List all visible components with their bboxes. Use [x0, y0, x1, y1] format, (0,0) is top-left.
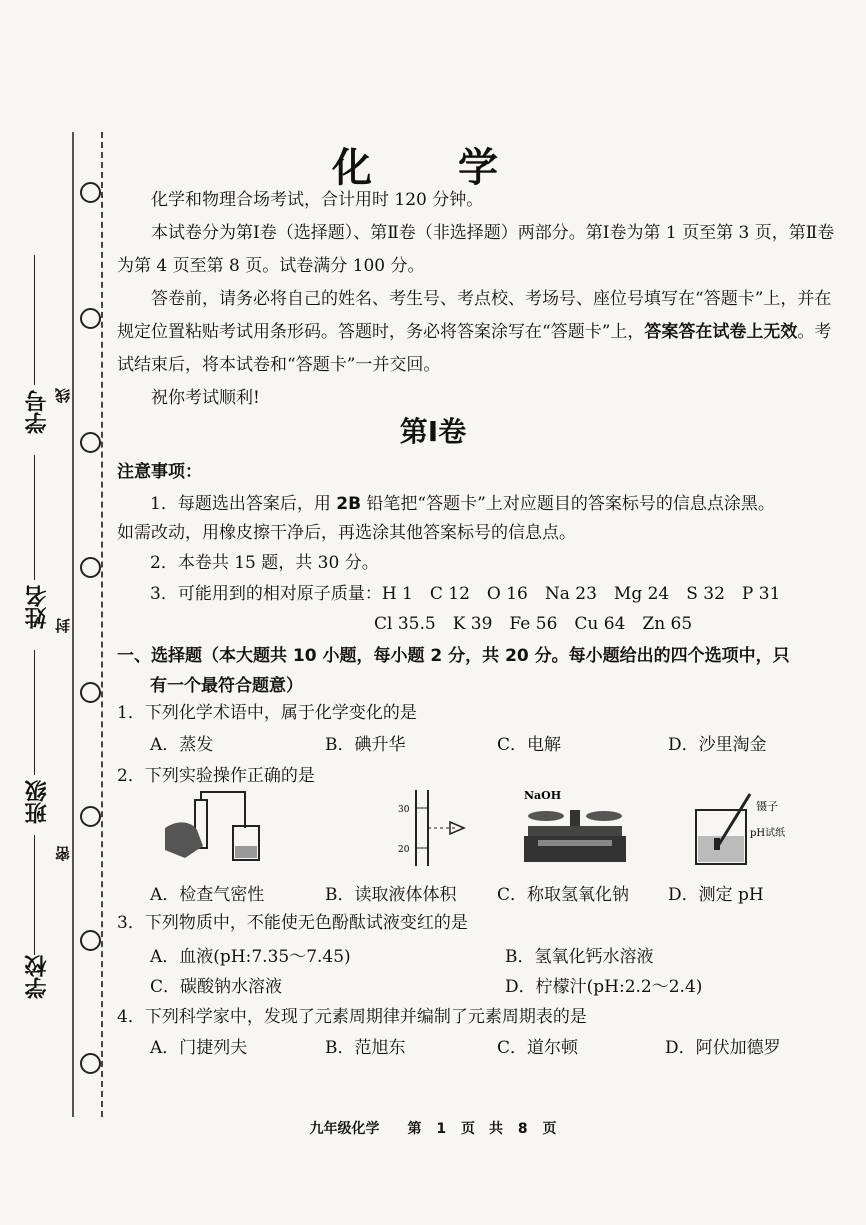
diagram-reading-volume — [388, 788, 478, 868]
q2-option-c: C．称取氢氧化钠 — [497, 885, 630, 905]
intro-p3b: 答案答在试卷上无效 — [644, 322, 798, 342]
part1-heading: 一、选择题（本大题共 10 小题，每小题 2 分，共 20 分。每小题给出的四个选项中，只 — [117, 646, 790, 666]
seal-mi: 密 — [54, 846, 72, 861]
diagram-airtightness — [155, 788, 275, 868]
binding-dash-line — [101, 132, 103, 1117]
fill-line — [34, 255, 35, 385]
diagram-measuring-ph — [690, 788, 800, 868]
binding-hole — [80, 308, 101, 329]
seal-feng: 封 — [54, 618, 72, 633]
tick-30: 30 — [398, 805, 410, 815]
binding-hole — [80, 682, 101, 703]
question-4: 4．下列科学家中，发现了元素周期律并编制了元素周期表的是 — [117, 1007, 587, 1027]
binding-hole — [80, 806, 101, 827]
section-title: 第Ⅰ卷 — [399, 415, 467, 448]
q1-option-b: B．碘升华 — [325, 735, 406, 755]
notice-heading: 注意事项： — [117, 462, 202, 482]
label-class: 班级 — [25, 780, 50, 824]
fill-line — [34, 835, 35, 955]
binding-hole — [80, 557, 101, 578]
notice-3-cont: Cl 35.5 K 39 Fe 56 Cu 64 Zn 65 — [374, 614, 693, 634]
q4-option-c: C．道尔顿 — [497, 1038, 579, 1058]
q2-option-a: A．检查气密性 — [150, 885, 265, 905]
intro-p3c: 。考试结束后，将本试卷和“答题卡”一并交回。 — [117, 322, 832, 375]
q1-option-c: C．电解 — [497, 735, 562, 755]
q4-option-a: A．门捷列夫 — [150, 1038, 248, 1058]
notice-2: 2．本卷共 15 题，共 30 分。 — [150, 553, 379, 573]
intro-p1: 化学和物理合场考试，合计用时 120 分钟。 — [151, 190, 484, 210]
q4-option-b: B．范旭东 — [325, 1038, 406, 1058]
notice-1c: 铅笔把“答题卡”上对应题目的答案标号的信息点涂黑。 — [361, 494, 775, 514]
q1-option-a: A．蒸发 — [150, 735, 214, 755]
q3-option-b: B．氢氧化钙水溶液 — [505, 947, 654, 967]
ph-paper-label: pH试纸 — [750, 828, 786, 839]
label-student-number: 学号 — [25, 390, 50, 434]
notice-3: 3．可能用到的相对原子质量：H 1 C 12 O 16 Na 23 Mg 24 S 32 P 31 — [150, 584, 781, 604]
intro-p2: 本试卷分为第Ⅰ卷（选择题）、第Ⅱ卷（非选择题）两部分。第Ⅰ卷为第 1 页至第 3 页，第Ⅱ卷为第 4 页至第 8 页。试卷满分 100 分。 — [117, 223, 835, 276]
fill-line — [34, 455, 35, 580]
intro-p4: 祝你考试顺利! — [151, 388, 260, 408]
label-school: 学校 — [25, 955, 50, 999]
part1-heading-cont: 有一个最符合题意） — [150, 676, 303, 696]
q3-option-a: A．血液(pH:7.35～7.45) — [150, 947, 351, 967]
notice-1b: 2B — [336, 494, 362, 514]
tick-20: 20 — [398, 845, 410, 855]
naoh-label: NaOH — [524, 789, 562, 802]
q1-option-d: D．沙里淘金 — [668, 735, 767, 755]
diagram-weighing-naoh — [520, 788, 630, 868]
q2-option-b: B．读取液体体积 — [325, 885, 457, 905]
label-name: 姓名 — [25, 585, 50, 629]
intro-p3a: 答卷前，请务必将自己的姓名、考生号、考点校、考场号、座位号填写在“答题卡”上，并在规定位置粘贴考试用条形码。答题时，务必将答案涂写在“答题卡”上， — [117, 289, 832, 342]
seal-xian: 线 — [54, 388, 72, 403]
tweezers-label: 镊子 — [756, 800, 778, 813]
binding-hole — [80, 930, 101, 951]
q2-option-d: D．测定 pH — [668, 885, 764, 905]
page-title: 化 学 — [332, 145, 534, 191]
intro — [117, 184, 842, 415]
q3-option-c: C．碳酸钠水溶液 — [150, 977, 283, 997]
page-footer: 九年级化学 第 1 页 共 8 页 — [309, 1121, 557, 1137]
question-3: 3．下列物质中，不能使无色酚酞试液变红的是 — [117, 913, 468, 933]
fill-line — [34, 650, 35, 775]
notice-1a: 1．每题选出答案后，用 — [150, 494, 337, 514]
q3-option-d: D．柠檬汁(pH:2.2～2.4) — [505, 977, 703, 997]
intro-p3 — [117, 283, 842, 382]
q4-option-d: D．阿伏加德罗 — [665, 1038, 781, 1058]
question-2: 2．下列实验操作正确的是 — [117, 766, 315, 786]
binding-hole — [80, 1053, 101, 1074]
notice-1-cont: 如需改动，用橡皮擦干净后，再选涂其他答案标号的信息点。 — [117, 523, 576, 543]
question-1: 1．下列化学术语中，属于化学变化的是 — [117, 703, 417, 723]
